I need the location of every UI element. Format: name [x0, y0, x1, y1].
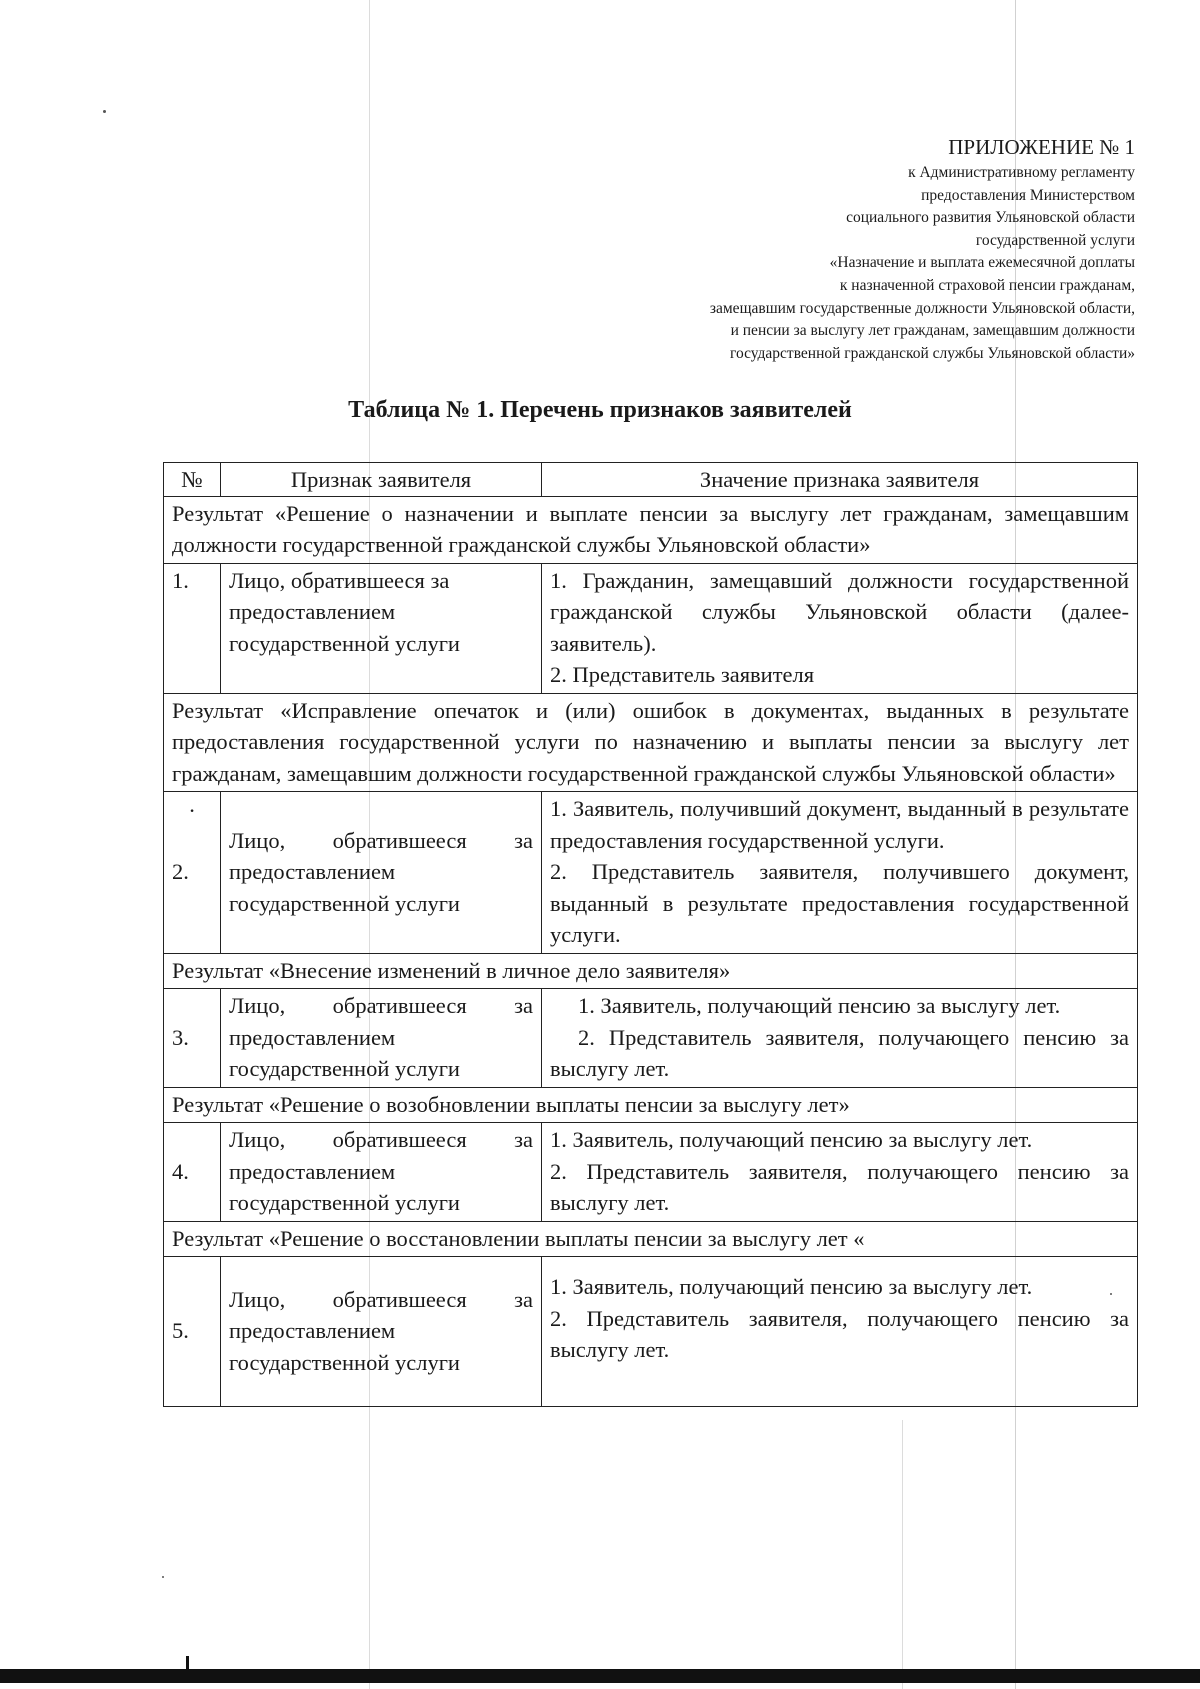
result-row — [164, 1087, 1138, 1123]
table-row — [164, 1257, 1138, 1407]
appendix-line: предоставления Министерством — [921, 186, 1135, 204]
table-row — [164, 989, 1138, 1088]
value-item: 2. Представитель заявителя, получающего пенсию за выслугу лет. — [550, 1305, 1129, 1362]
header-value: Значение признака заявителя — [542, 463, 1138, 497]
row-number: 3. — [164, 989, 221, 1088]
appendix-line: замещавшим государственные должности Ульяновской области, — [709, 299, 1135, 317]
result-row — [164, 1221, 1138, 1257]
row-number: 2. — [172, 859, 189, 884]
result-text: Результат «Решение о назначении и выплате пенсии за выслугу лет гражданам, замещавшим должности государственной гражданской службы Ульяновской области» — [164, 496, 1138, 563]
value-item: 2. Представитель заявителя, получающего пенсию за выслугу лет. — [550, 1024, 1129, 1081]
scan-speck — [103, 110, 106, 113]
table-row — [164, 792, 1138, 954]
value-cell — [542, 563, 1138, 693]
appendix-line: и пенсии за выслугу лет гражданам, замещавшим должности — [730, 322, 1135, 340]
result-text: Результат «Внесение изменений в личное дело заявителя» — [164, 953, 1138, 989]
row-number: 1. — [164, 563, 221, 693]
appendix-line: государственной услуги — [975, 231, 1135, 249]
value-item: 1. Заявитель, получающий пенсию за выслугу лет. — [550, 1127, 1033, 1152]
table-row — [164, 563, 1138, 693]
value-cell — [542, 1257, 1138, 1407]
result-text: Результат «Решение о восстановлении выплаты пенсии за выслугу лет « — [164, 1221, 1138, 1257]
result-row — [164, 693, 1138, 792]
stray-mark: . — [189, 792, 195, 817]
value-item: 2. Представитель заявителя, получающего пенсию за выслугу лет. — [550, 1158, 1129, 1215]
table-row — [164, 1123, 1138, 1222]
value-item: 1. Гражданин, замещавший должности государственной гражданской службы Ульяновской области (далее-заявитель). — [550, 567, 1129, 656]
scan-speck — [162, 1576, 164, 1578]
result-text: Результат «Исправление опечаток и (или) ошибок в документах, выданных в результате предоставления государственной услуги по назначению и выплаты пенсии за выслугу лет гражданам, замещавшим должности государственной гражданской службы Ульяновской области» — [164, 693, 1138, 792]
appendix-line: к Административному регламенту — [908, 164, 1135, 181]
sign-cell: Лицо, обратившееся за предоставлением государственной услуги — [221, 1257, 542, 1407]
sign-cell: Лицо, обратившееся за предоставлением государственной услуги — [221, 792, 542, 954]
value-cell — [542, 1123, 1138, 1222]
row-number: 5. — [164, 1257, 221, 1407]
header-sign: Признак заявителя — [221, 463, 542, 497]
value-item: 1. Заявитель, получивший документ, выданный в результате предоставления государственной услуги. — [550, 796, 1129, 853]
appendix-line: «Назначение и выплата ежемесячной доплаты — [829, 254, 1135, 272]
appendix-title: ПРИЛОЖЕНИЕ № 1 — [948, 135, 1135, 159]
result-row — [164, 496, 1138, 563]
table-header-row — [164, 463, 1138, 497]
scan-border-bar — [0, 1669, 1200, 1683]
value-cell — [542, 792, 1138, 954]
appendix-line: социального развития Ульяновской области — [846, 209, 1135, 227]
table-title: Таблица № 1. Перечень признаков заявителей — [348, 397, 852, 423]
value-item: 1. Заявитель, получающий пенсию за выслугу лет. — [550, 1274, 1033, 1299]
sign-cell: Лицо, обратившееся за предоставлением государственной услуги — [221, 563, 542, 693]
header-number: № — [164, 463, 221, 497]
row-number: 4. — [164, 1123, 221, 1222]
result-row — [164, 953, 1138, 989]
sign-cell: Лицо, обратившееся за предоставлением государственной услуги — [221, 989, 542, 1088]
value-item: 2. Представитель заявителя, получившего документ, выданный в результате предоставления государственной услуги. — [550, 859, 1129, 947]
value-item: 2. Представитель заявителя — [550, 662, 815, 687]
scan-border-notch — [186, 1656, 189, 1670]
value-item: 1. Заявитель, получающий пенсию за выслугу лет. — [578, 993, 1061, 1018]
row-number-cell — [164, 792, 221, 954]
value-cell — [542, 989, 1138, 1088]
result-text: Результат «Решение о возобновлении выплаты пенсии за выслугу лет» — [164, 1087, 1138, 1123]
appendix-line: к назначенной страховой пенсии гражданам, — [839, 276, 1135, 294]
appendix-header — [710, 134, 1135, 365]
applicant-signs-table — [163, 462, 1138, 1407]
appendix-line: государственной гражданской службы Ульяновской области» — [729, 344, 1135, 362]
scan-artifact-line — [902, 1420, 903, 1689]
sign-cell: Лицо, обратившееся за предоставлением государственной услуги — [221, 1123, 542, 1222]
